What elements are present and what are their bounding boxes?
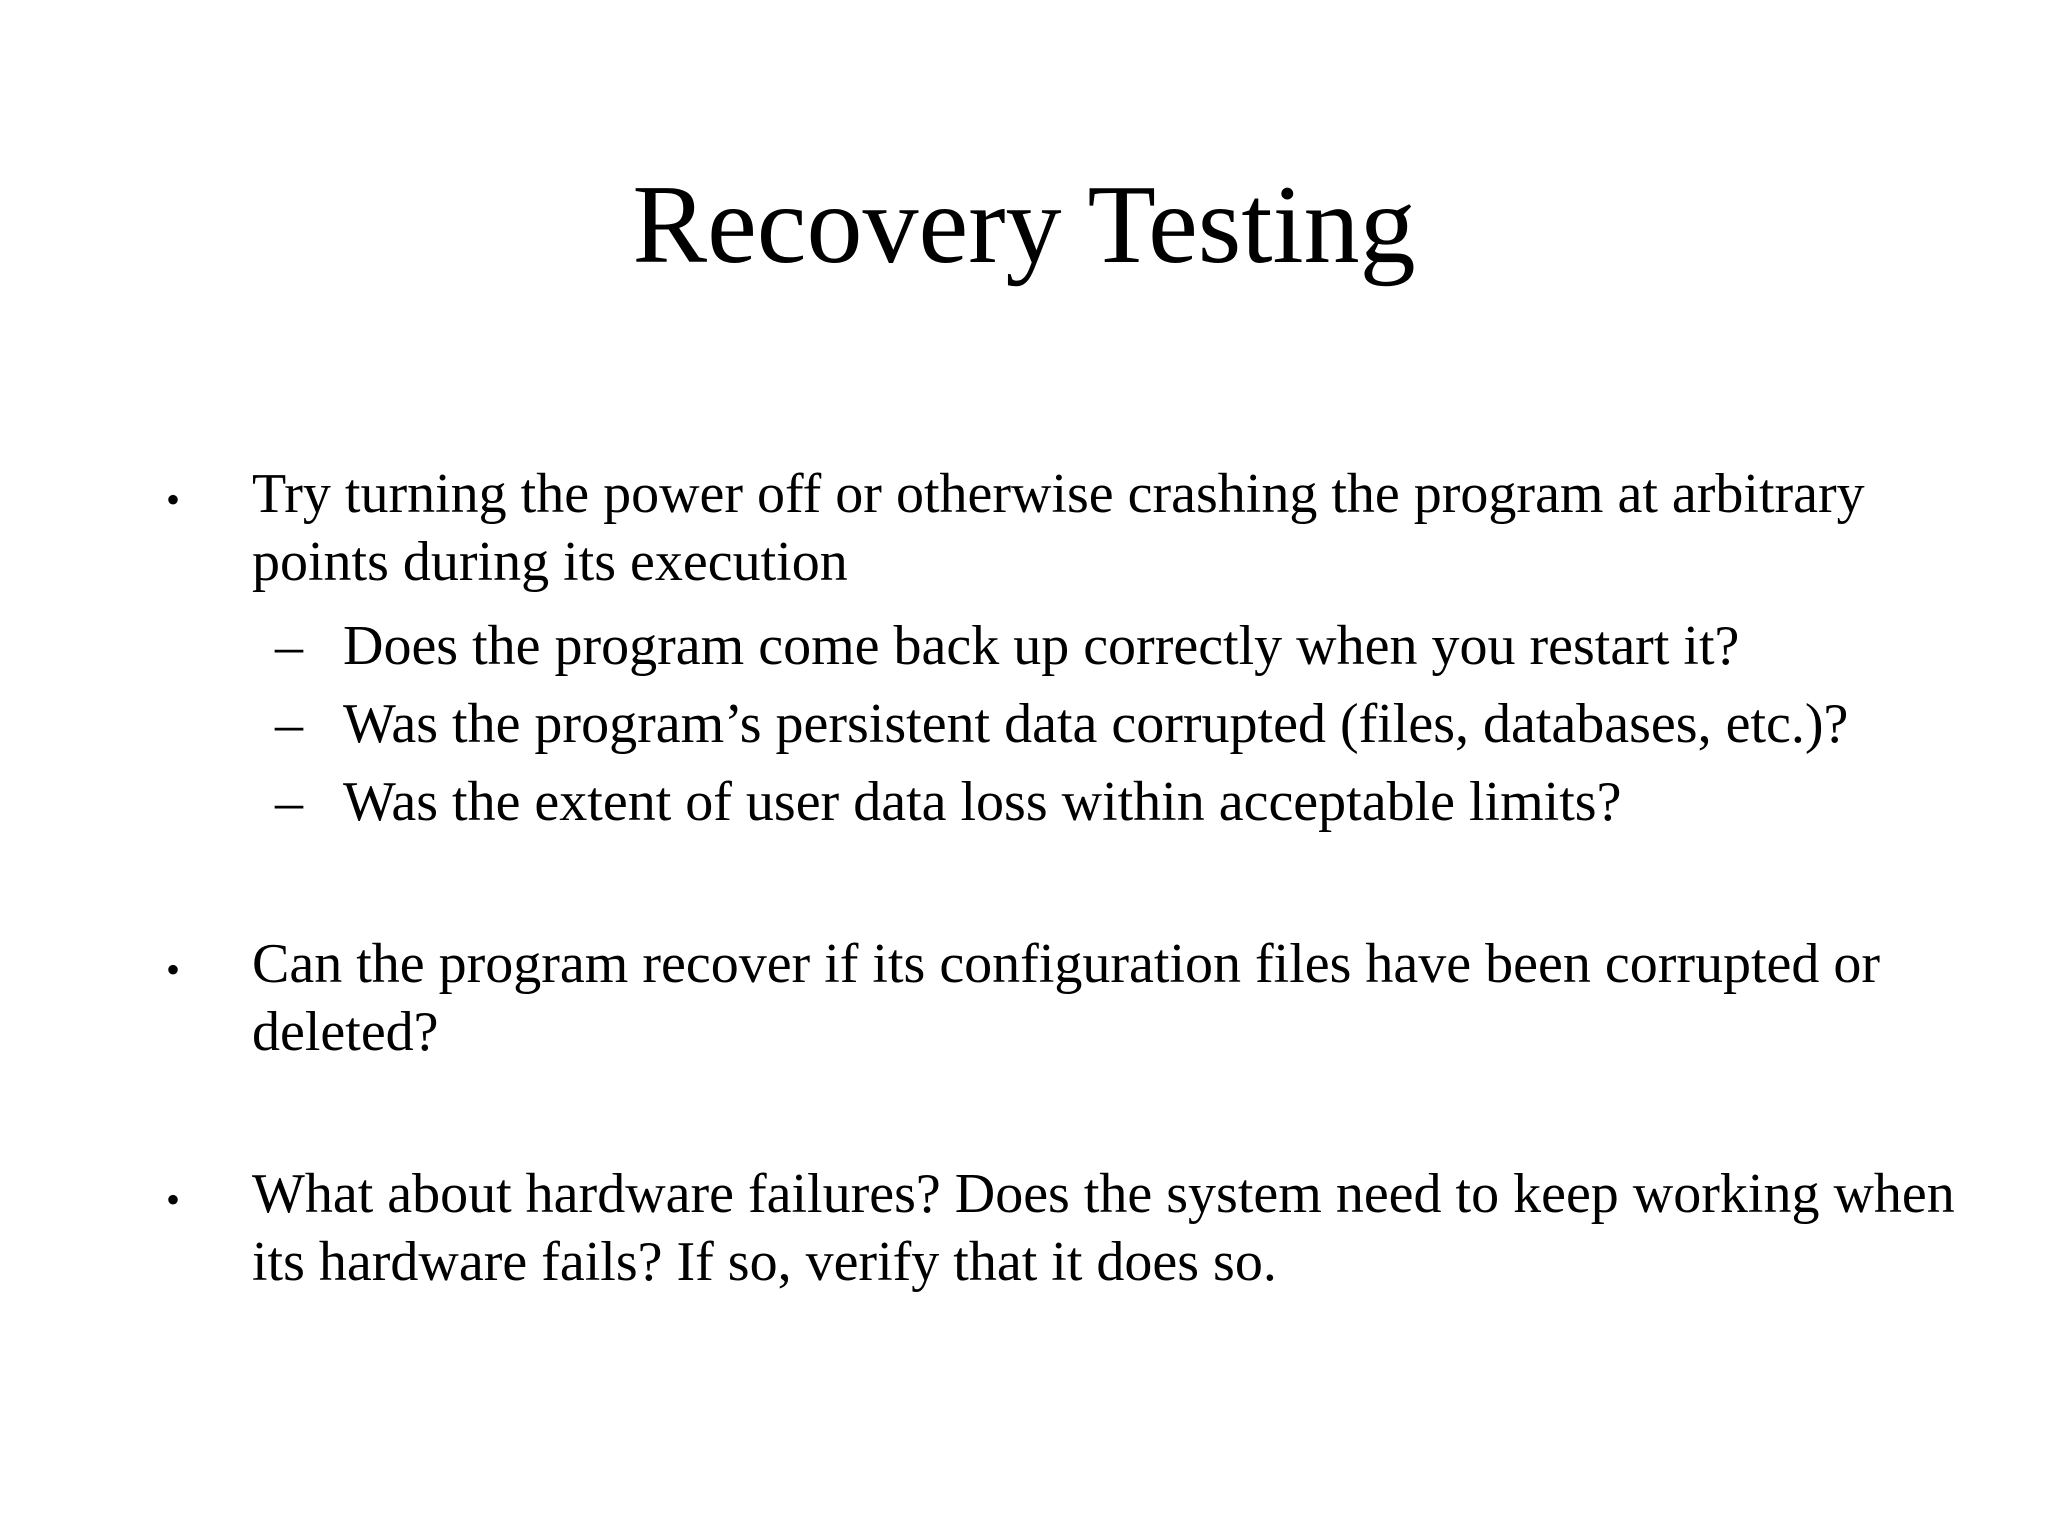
sub-text: Was the program’s persistent data corrupted (files, databases, etc.)?: [343, 693, 1849, 755]
bullet-marker: •: [166, 1177, 181, 1222]
sub-marker: –: [275, 771, 303, 833]
bullet-text: Try turning the power off or otherwise crashing the program at arbitrary points during its execution: [252, 463, 1865, 593]
sub-marker: –: [275, 615, 303, 677]
sub-text: Does the program come back up correctly when you restart it?: [343, 615, 1740, 677]
sub-text: Was the extent of user data loss within acceptable limits?: [343, 771, 1622, 833]
sub-marker: –: [275, 693, 303, 755]
slide-title: Recovery Testing: [632, 163, 1416, 287]
bullet-text: What about hardware failures? Does the system need to keep working when its hardware fails? If so, verify that it does so.: [252, 1163, 1955, 1293]
bullet-marker: •: [166, 477, 181, 522]
bullet-text: Can the program recover if its configuration files have been corrupted or deleted?: [252, 933, 1881, 1063]
bullet-marker: •: [166, 947, 181, 992]
